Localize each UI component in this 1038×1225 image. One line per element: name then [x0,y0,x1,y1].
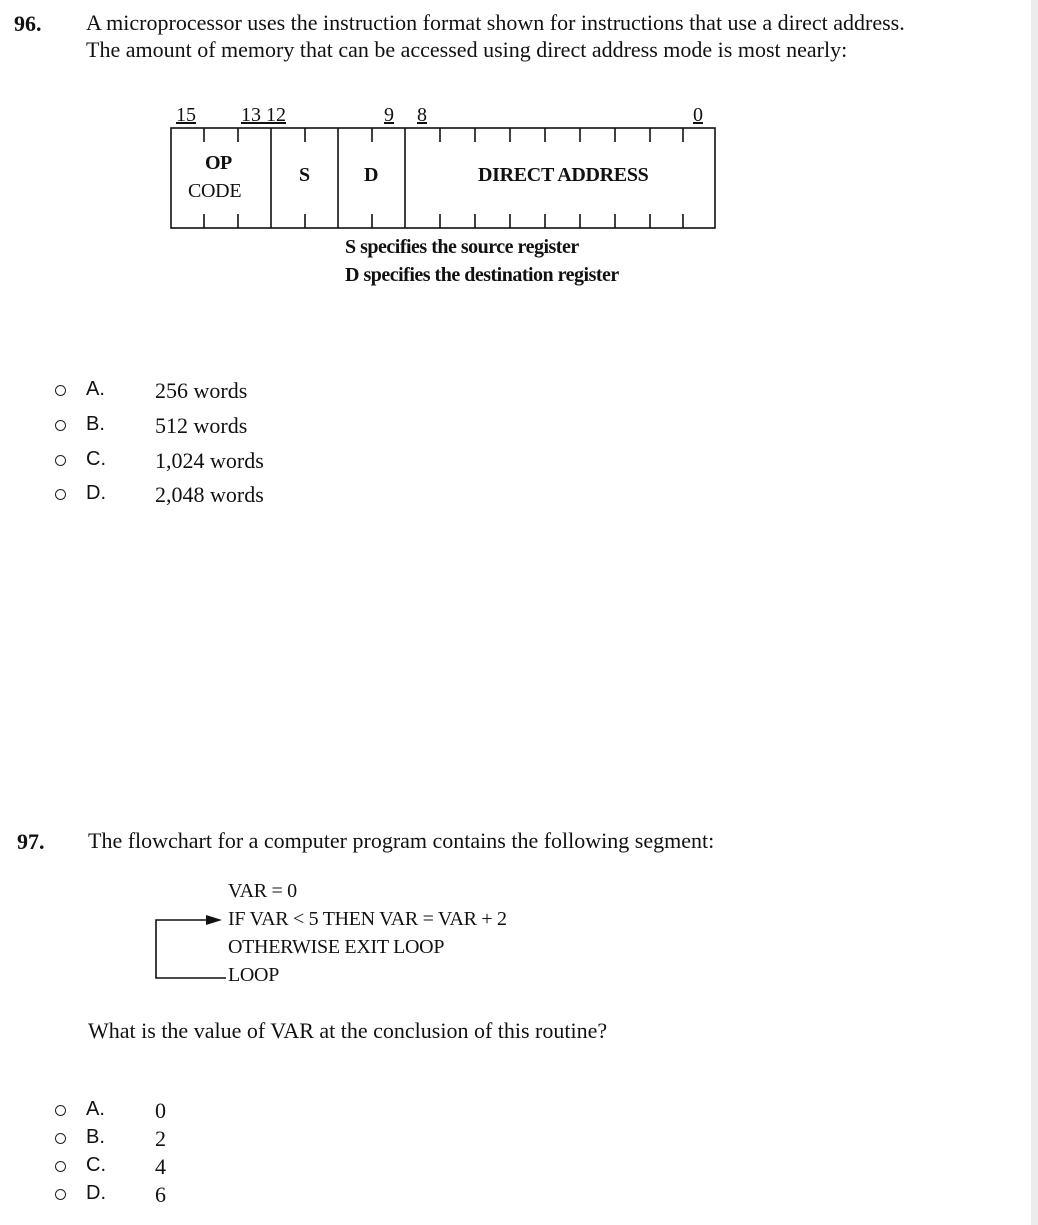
note-destination-register: D specifies the destination register [345,264,619,286]
option-letter: B. [86,413,105,435]
option-text: 512 words [155,413,248,438]
option-text: 256 words [155,378,248,403]
option-text: 2 [155,1126,166,1151]
option-text: 0 [155,1098,166,1123]
q97-number: 97. [17,829,45,854]
option-letter: C. [86,448,106,470]
note-source-register: S specifies the source register [345,236,579,258]
right-scroll-strip [1031,0,1038,1225]
q97-question: What is the value of VAR at the conclusion of this routine? [88,1018,608,1043]
flow-line-otherwise: OTHERWISE EXIT LOOP [228,936,445,958]
flow-line-loop: LOOP [228,964,280,986]
bit-label-9: 9 [384,104,394,126]
loop-back-line [156,920,226,978]
radio-circle-icon[interactable] [55,385,66,396]
option-text: 1,024 words [155,448,264,473]
option-letter: A. [86,1098,105,1120]
bottom-ticks [204,214,683,228]
q96-number: 96. [14,11,42,36]
flow-line-var-init: VAR = 0 [228,880,297,902]
loop-arrow-diagram [150,912,230,982]
arrow-head-icon [206,915,222,925]
bit-label-13-12: 13 12 [241,104,286,126]
top-ticks [204,128,683,142]
option-letter: A. [86,378,105,400]
bit-label-0: 0 [693,104,703,126]
option-text: 2,048 words [155,482,264,507]
q96-stem-line2: The amount of memory that can be accessed using direct address mode is most nearly: [86,37,848,62]
bit-label-15: 15 [176,104,196,126]
radio-circle-icon[interactable] [55,420,66,431]
radio-circle-icon[interactable] [55,1189,66,1200]
q96-stem-line1: A microprocessor uses the instruction format shown for instructions that use a direct address. [86,10,905,35]
option-letter: C. [86,1154,106,1176]
q97-stem: The flowchart for a computer program contains the following segment: [88,828,715,853]
radio-circle-icon[interactable] [55,455,66,466]
field-s: S [299,164,310,186]
field-direct-address: DIRECT ADDRESS [478,164,649,186]
option-letter: D. [86,482,106,504]
radio-circle-icon[interactable] [55,1105,66,1116]
field-d: D [364,164,378,186]
radio-circle-icon[interactable] [55,1133,66,1144]
option-text: 4 [155,1154,166,1179]
radio-circle-icon[interactable] [55,1161,66,1172]
bit-label-8: 8 [417,104,427,126]
option-letter: D. [86,1182,106,1204]
field-opcode-line1: OP [205,152,232,174]
flow-line-if: IF VAR < 5 THEN VAR = VAR + 2 [228,908,507,930]
field-opcode-line2: CODE [188,180,242,202]
option-text: 6 [155,1182,166,1207]
option-letter: B. [86,1126,105,1148]
radio-circle-icon[interactable] [55,489,66,500]
